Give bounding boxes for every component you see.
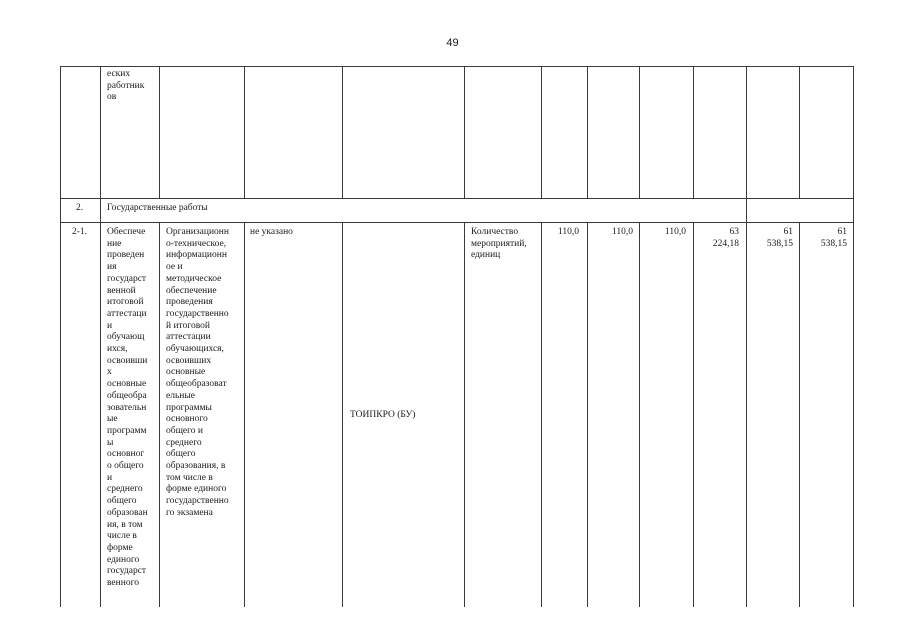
- column-divider: [587, 66, 588, 198]
- finance-cell-2: 61 538,15: [766, 227, 793, 249]
- column-divider: [587, 222, 588, 607]
- column-divider: [244, 222, 245, 607]
- column-divider: [342, 66, 343, 198]
- page-number: 49: [446, 37, 459, 49]
- column-divider: [639, 66, 640, 198]
- section-number: 2.: [76, 203, 84, 213]
- finance-cell-1: 63 224,18: [712, 227, 739, 249]
- work-name-cell: Обеспече ние проведен ия государст венной итоговой аттестаци и обучающ ихся, освоивши х основные общеобра зовательн ые программ ы основног о общего и среднего общего образован ия, в том числе в форме единого государст венного: [107, 227, 148, 589]
- column-divider: [693, 222, 694, 607]
- continuation-cell-text: еских работник ов: [107, 69, 145, 103]
- work-content-cell: Организационн о-техническое, информационн ое и методическое обеспечение проведения государственно й итоговой аттестации обучающихся, освоивших основные общеобразоват ельные программы основного общего и среднего общего образования, в том числе в форме единого государственно го экзамена: [166, 227, 229, 518]
- column-divider: [541, 66, 542, 198]
- table-border-right: [853, 66, 854, 607]
- column-divider: [799, 222, 800, 607]
- value-cell-1: 110,0: [557, 227, 579, 237]
- indicator-cell: Количество мероприятий, единиц: [471, 227, 527, 261]
- row-number: 2-1.: [72, 227, 88, 237]
- table-border-top: [60, 66, 854, 67]
- row-divider: [60, 198, 854, 199]
- column-divider: [693, 66, 694, 198]
- table-border-left: [60, 66, 61, 607]
- institution-cell: ТОИПКРО (БУ): [350, 410, 416, 420]
- column-divider: [746, 66, 747, 607]
- column-divider: [799, 66, 800, 198]
- column-divider: [159, 222, 160, 607]
- column-divider: [464, 66, 465, 198]
- value-cell-2: 110,0: [611, 227, 633, 237]
- column-divider: [244, 66, 245, 198]
- row-divider: [60, 222, 854, 223]
- column-divider: [639, 222, 640, 607]
- section-title: Государственные работы: [107, 203, 208, 213]
- column-divider: [464, 222, 465, 607]
- column-divider: [541, 222, 542, 607]
- column-divider: [342, 222, 343, 607]
- column-divider: [159, 66, 160, 198]
- condition-cell: не указано: [250, 227, 293, 237]
- column-divider: [100, 66, 101, 607]
- finance-cell-3: 61 538,15: [820, 227, 847, 249]
- value-cell-3: 110,0: [664, 227, 686, 237]
